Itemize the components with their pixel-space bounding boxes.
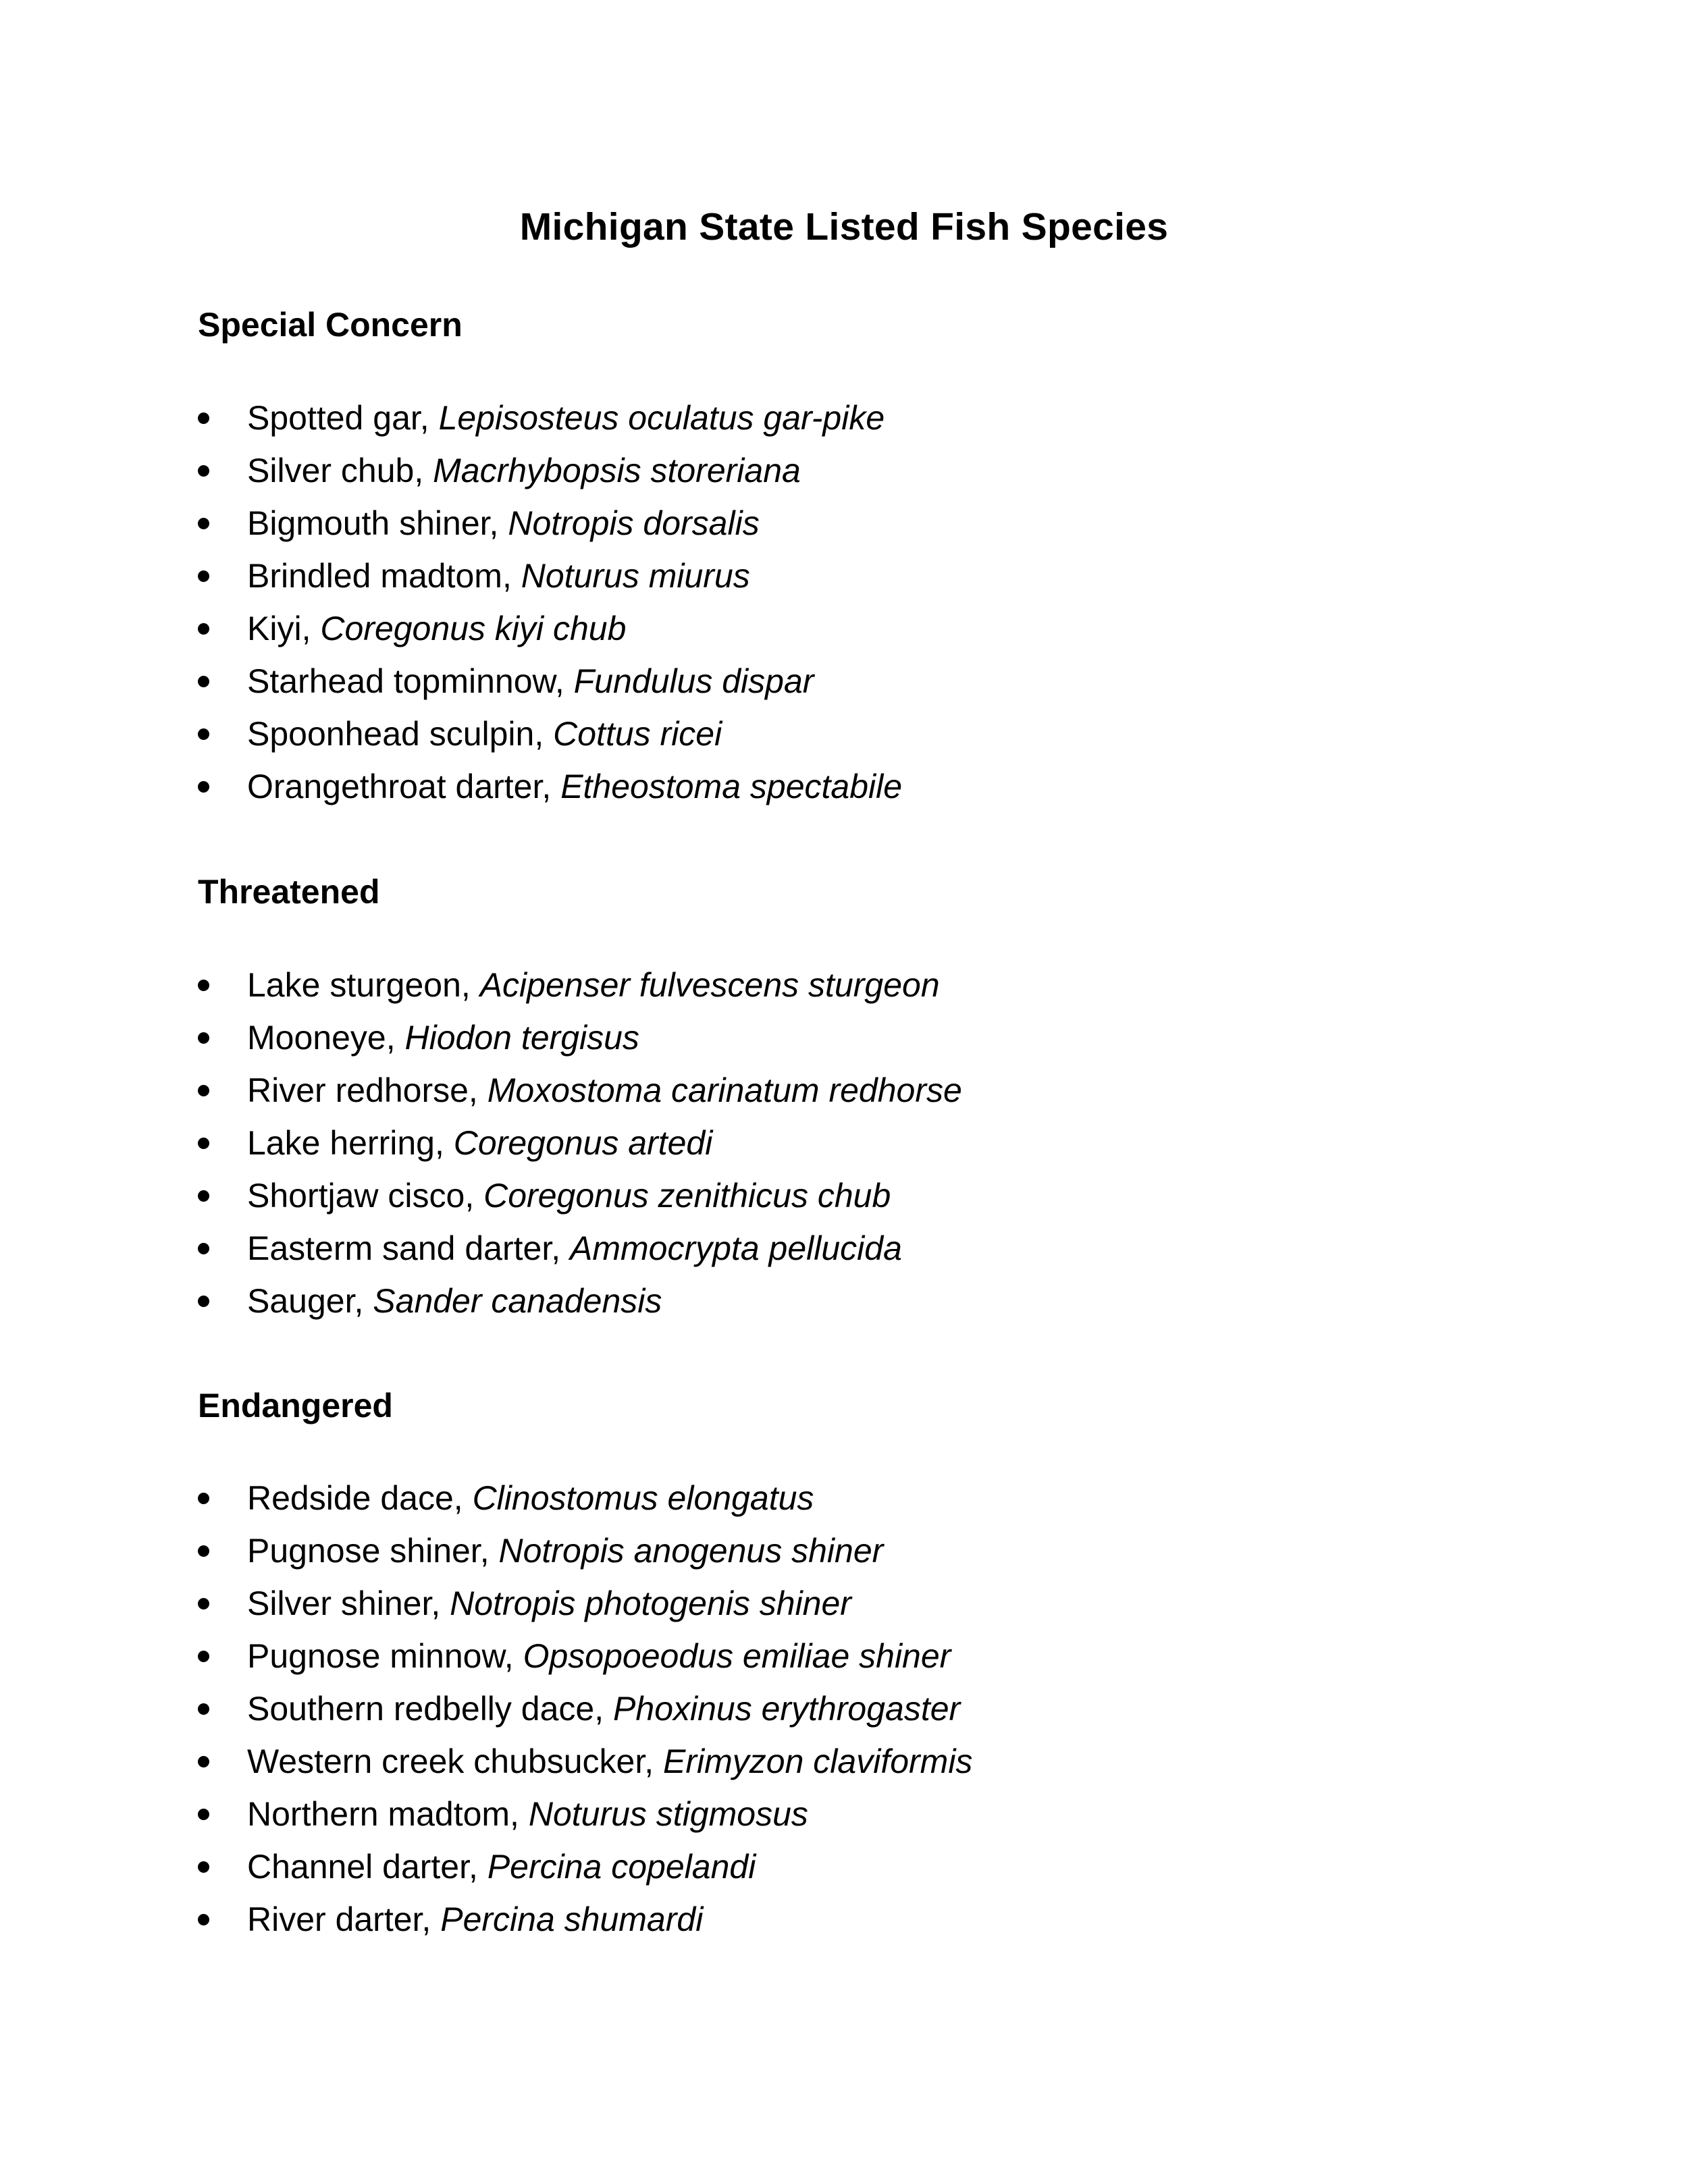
scientific-name: Percina shumardi xyxy=(440,1900,704,1938)
scientific-name: Moxostoma carinatum redhorse xyxy=(487,1071,962,1109)
scientific-name: Percina copelandi xyxy=(487,1848,756,1886)
scientific-name: Notropis photogenis shiner xyxy=(450,1584,851,1622)
common-name: Sauger, xyxy=(247,1282,364,1320)
common-name: Redside dace, xyxy=(247,1479,463,1517)
bullet-icon xyxy=(198,570,209,582)
common-name: Starhead topminnow, xyxy=(247,662,564,700)
page-title: Michigan State Listed Fish Species xyxy=(519,205,1169,248)
common-name: Silver shiner, xyxy=(247,1584,441,1622)
bullet-icon xyxy=(198,1809,209,1820)
bullet-icon xyxy=(198,676,209,687)
common-name: Pugnose minnow, xyxy=(247,1637,514,1675)
bullet-icon xyxy=(198,412,209,424)
scientific-name: Notropis dorsalis xyxy=(508,504,760,542)
section-heading-endangered: Endangered xyxy=(198,1387,393,1424)
scientific-name: Sander canadensis xyxy=(373,1282,662,1320)
common-name: Spoonhead sculpin, xyxy=(247,715,544,753)
common-name: Mooneye, xyxy=(247,1019,396,1057)
common-name: Bigmouth shiner, xyxy=(247,504,499,542)
scientific-name: Clinostomus elongatus xyxy=(472,1479,814,1517)
scientific-name: Notropis anogenus shiner xyxy=(498,1532,884,1570)
bullet-icon xyxy=(198,1243,209,1254)
bullet-icon xyxy=(198,1190,209,1202)
bullet-icon xyxy=(198,1296,209,1307)
scientific-name: Fundulus dispar xyxy=(573,662,814,700)
common-name: Easterm sand darter, xyxy=(247,1229,561,1267)
common-name: Western creek chubsucker, xyxy=(247,1742,654,1780)
bullet-icon xyxy=(198,518,209,529)
scientific-name: Coregonus artedi xyxy=(453,1124,713,1162)
bullet-icon xyxy=(198,1138,209,1149)
scientific-name: Hiodon tergisus xyxy=(404,1019,639,1057)
common-name: Spotted gar, xyxy=(247,399,429,437)
scientific-name: Cottus ricei xyxy=(553,715,722,753)
scientific-name: Erimyzon claviformis xyxy=(663,1742,973,1780)
scientific-name: Acipenser fulvescens sturgeon xyxy=(479,966,940,1004)
scientific-name: Coregonus kiyi chub xyxy=(320,610,627,647)
common-name: Orangethroat darter, xyxy=(247,768,552,805)
scientific-name: Coregonus zenithicus chub xyxy=(483,1177,891,1215)
bullet-icon xyxy=(198,1032,209,1044)
bullet-icon xyxy=(198,1861,209,1873)
common-name: Northern madtom, xyxy=(247,1795,519,1833)
bullet-icon xyxy=(198,1085,209,1096)
common-name: Brindled madtom, xyxy=(247,557,512,595)
common-name: Lake herring, xyxy=(247,1124,444,1162)
bullet-icon xyxy=(198,980,209,991)
common-name: Lake sturgeon, xyxy=(247,966,471,1004)
common-name: River darter, xyxy=(247,1900,431,1938)
bullet-icon xyxy=(198,623,209,635)
scientific-name: Phoxinus erythrogaster xyxy=(613,1690,961,1728)
scientific-name: Opsopoeodus emiliae shiner xyxy=(523,1637,951,1675)
scientific-name: Noturus miurus xyxy=(521,557,750,595)
section-heading-threatened: Threatened xyxy=(198,873,380,911)
scientific-name: Ammocrypta pellucida xyxy=(570,1229,902,1267)
bullet-icon xyxy=(198,1914,209,1925)
bullet-icon xyxy=(198,1703,209,1715)
common-name: Kiyi, xyxy=(247,610,311,647)
bullet-icon xyxy=(198,781,209,793)
scientific-name: Noturus stigmosus xyxy=(528,1795,808,1833)
scientific-name: Macrhybopsis storeriana xyxy=(433,452,801,489)
bullet-icon xyxy=(198,1598,209,1609)
bullet-icon xyxy=(198,1651,209,1662)
common-name: Shortjaw cisco, xyxy=(247,1177,475,1215)
common-name: Southern redbelly dace, xyxy=(247,1690,604,1728)
section-heading-special-concern: Special Concern xyxy=(198,306,463,344)
bullet-icon xyxy=(198,1756,209,1767)
bullet-icon xyxy=(198,465,209,477)
bullet-icon xyxy=(198,728,209,740)
scientific-name: Etheostoma spectabile xyxy=(560,768,903,805)
common-name: Silver chub, xyxy=(247,452,424,489)
bullet-icon xyxy=(198,1493,209,1504)
common-name: River redhorse, xyxy=(247,1071,478,1109)
common-name: Channel darter, xyxy=(247,1848,478,1886)
scientific-name: Lepisosteus oculatus gar-pike xyxy=(438,399,885,437)
common-name: Pugnose shiner, xyxy=(247,1532,490,1570)
bullet-icon xyxy=(198,1545,209,1557)
